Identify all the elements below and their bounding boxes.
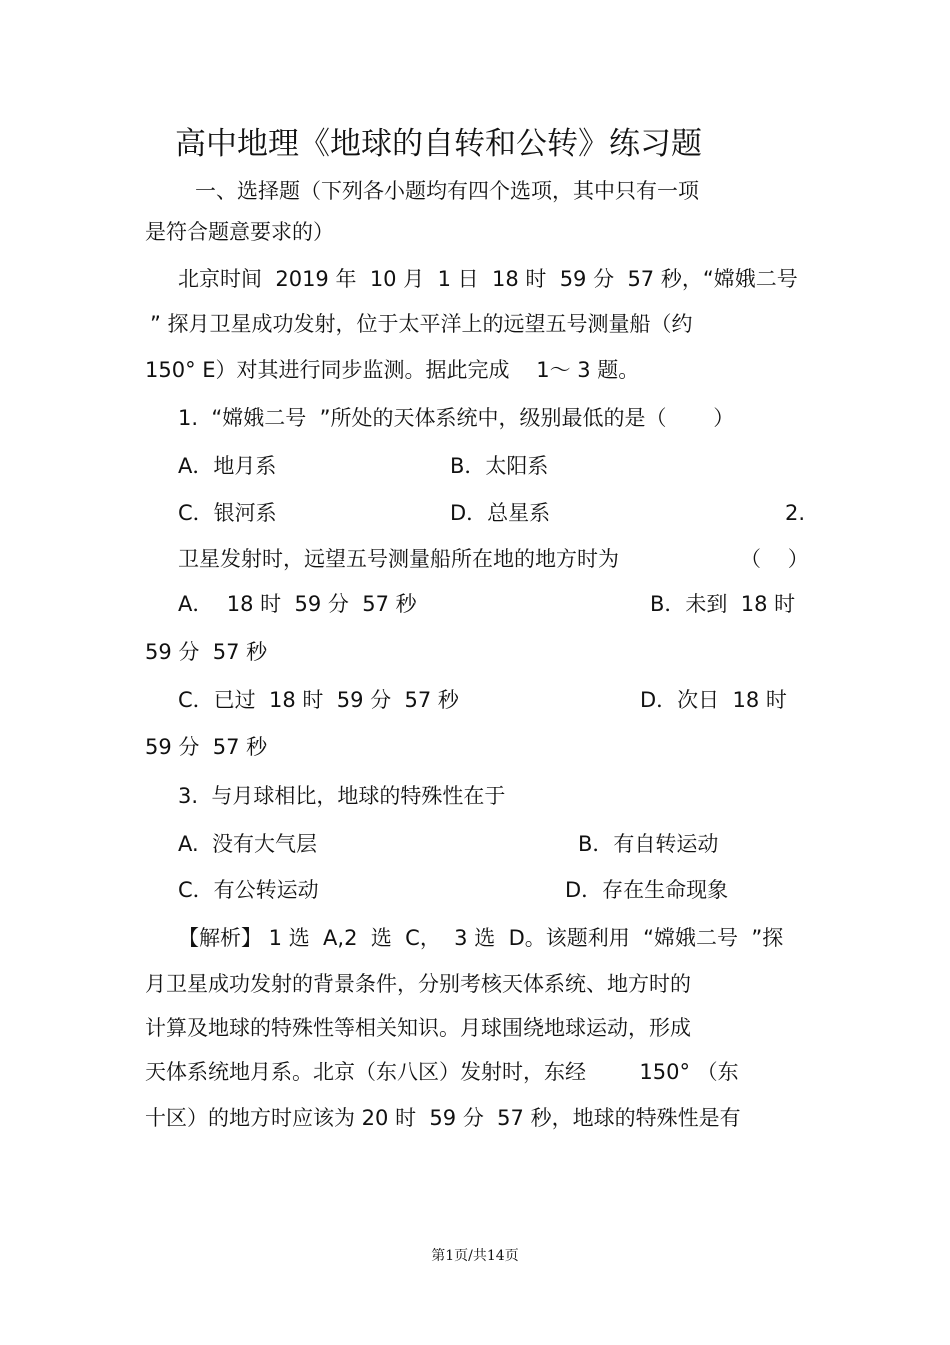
q2-option-d: D．次日 18 时	[640, 688, 787, 712]
context-line-1: 北京时间 2019 年 10 月 1 日 18 时 59 分 57 秒，“嫦娥二号	[178, 267, 798, 291]
q1-stem: 1. “嫦娥二号 ”所处的天体系统中，级别最低的是（ ）	[178, 406, 735, 430]
page-footer: 第1页/共14页	[431, 1248, 519, 1264]
q2-option-d-cont: 59 分 57 秒	[145, 735, 268, 759]
q3-option-a: A. 没有大气层	[178, 832, 318, 856]
section-heading-line-1: 一、选择题（下列各小题均有四个选项，其中只有一项	[195, 179, 699, 203]
q3-option-c: C．有公转运动	[178, 878, 319, 902]
q2-option-c: C．已过 18 时 59 分 57 秒	[178, 688, 459, 712]
q2-number: 2.	[785, 501, 806, 525]
q1-option-c: C．银河系	[178, 501, 277, 525]
analysis-line-5: 十区）的地方时应该为 20 时 59 分 57 秒，地球的特殊性是有	[145, 1106, 741, 1130]
q2-stem: 卫星发射时，远望五号测量船所在地的地方时为	[178, 547, 619, 571]
q2-paren: （ ）	[740, 547, 809, 571]
q2-option-a: A． 18 时 59 分 57 秒	[178, 592, 417, 616]
page-title: 高中地理《地球的自转和公转》练习题	[175, 126, 702, 162]
analysis-line-4: 天体系统地月系。北京（东八区）发射时，东经 150° （东	[145, 1060, 739, 1084]
analysis-line-3: 计算及地球的特殊性等相关知识。月球围绕地球运动，形成	[145, 1016, 691, 1040]
context-line-2: ” 探月卫星成功发射，位于太平洋上的远望五号测量船（约	[150, 312, 693, 336]
q3-option-b: B．有自转运动	[578, 832, 719, 856]
q3-stem: 3. 与月球相比，地球的特殊性在于	[178, 784, 506, 808]
q1-option-a: A．地月系	[178, 454, 277, 478]
context-line-3: 150° E）对其进行同步监测。据此完成 1～ 3 题。	[145, 358, 640, 382]
q1-option-d: D．总星系	[450, 501, 551, 525]
q2-option-b: B．未到 18 时	[650, 592, 796, 616]
analysis-line-2: 月卫星成功发射的背景条件，分别考核天体系统、地方时的	[145, 972, 691, 996]
analysis-line-1: 【解析】 1 选 A,2 选 C， 3 选 D。该题利用 “嫦娥二号 ”探	[178, 926, 784, 950]
q3-option-d: D．存在生命现象	[565, 878, 729, 902]
section-heading-line-2: 是符合题意要求的）	[145, 220, 334, 244]
q2-option-b-cont: 59 分 57 秒	[145, 640, 268, 664]
q1-option-b: B．太阳系	[450, 454, 549, 478]
